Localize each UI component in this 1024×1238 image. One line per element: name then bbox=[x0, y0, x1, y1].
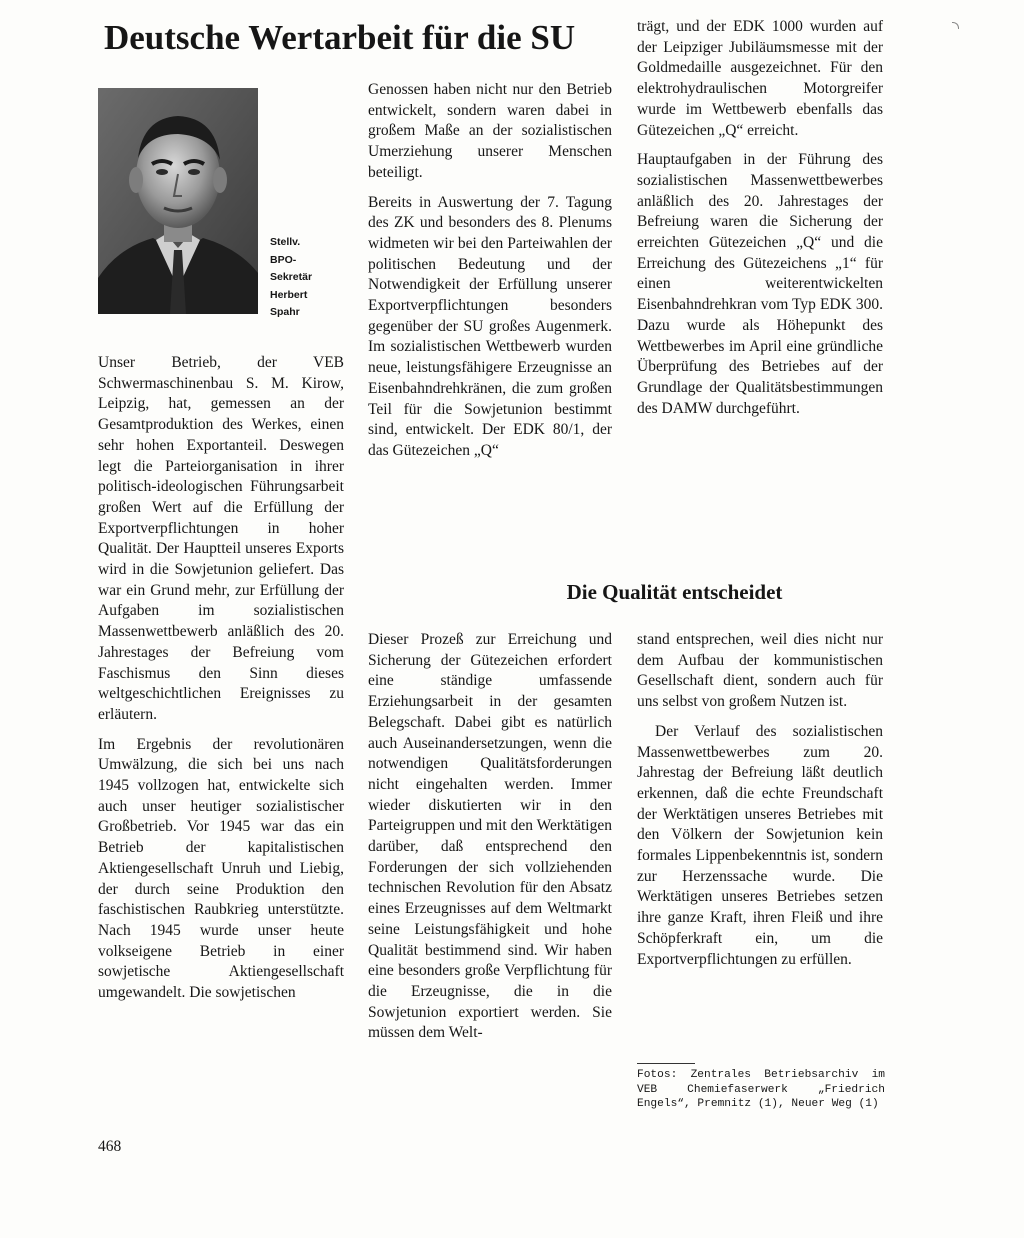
column-3-bottom bbox=[637, 630, 883, 970]
credit-divider bbox=[637, 1063, 695, 1064]
column-3-top bbox=[637, 17, 883, 419]
paragraph: Hauptaufgaben in der Führung des sozialistischen Massenwettbewerbes anläßlich des 20. Jahrestages der Befreiung waren die Sicherung der erreichten Gütezeichen „Q“ und die Erreichung des Gütezeichens „1“ für einen weiterentwickelten Eisenbahndrehkran vom Typ EDK 300. Dazu wurde als Höhepunkt des Wettbewerbes im April eine gründliche Überprüfung des Betriebes auf der Grundlage der Qualitätsbestimmungen des DAMW durchgeführt. bbox=[637, 151, 883, 417]
paragraph: Im Ergebnis der revolutionären Umwälzung, die sich bei uns nach 1945 vollzogen hat, entwickelte sich auch unser heutiger sozialistischer Großbetrieb. Vor 1945 war das ein Betrieb der kapitalistischen Aktiengesellschaft Unruh und Liebig, der durch seine Produktion den faschistischen Raubkrieg unterstützte. Nach 1945 wurde unser heute volkseigene Betrieb in einer sowjetische Aktiengesellschaft umgewandelt. Die sowjetischen bbox=[98, 735, 344, 1002]
section-heading: Die Qualität entscheidet bbox=[566, 580, 783, 604]
column-2-top bbox=[368, 80, 612, 462]
photo-caption bbox=[270, 234, 350, 322]
caption-line: Stellv. bbox=[270, 236, 301, 248]
page-number: 468 bbox=[98, 1138, 122, 1155]
paragraph: Unser Betrieb, der VEB Schwermaschinenbau S. M. Kirow, Leipzig, hat, gemessen an der Gesamtproduktion des Werkes, einen sehr hohen Exportanteil. Deswegen legt die Parteiorganisation in ihrer politisch-ideologischen Führungsarbeit großen Wert auf die Erfüllung der Exportverpflichtungen in hoher Qualität. Der Hauptteil unseres Exports wird in die Sowjetunion geliefert. Das war ein Grund mehr, zur Erfüllung der Aufgaben im sozialistischen Massenwettbewerb anläßlich des 20. Jahrestages der Befreiung vom Faschismus den Sinn dieses weltgeschichtlichen Ereignisses zu erläutern. bbox=[98, 354, 344, 723]
portrait-photo bbox=[98, 88, 258, 314]
paragraph: trägt, und der EDK 1000 wurden auf der Leipziger Jubiläumsmesse mit der Goldmedaille ausgezeichnet. Für den elektrohydraulischen Motorgreifer wurde im Wettbewerb ebenfalls das Gütezeichen „Q“ erreicht. bbox=[637, 18, 883, 139]
caption-line: Herbert bbox=[270, 288, 308, 301]
photo-credit: Fotos: Zentrales Betriebsarchiv im VEB Chemiefaserwerk „Friedrich Engels“, Premnitz (1), Neuer Weg (1) bbox=[637, 1069, 885, 1110]
caption-line: BPO- bbox=[270, 253, 297, 266]
paragraph: Dieser Prozeß zur Erreichung und Sicherung der Gütezeichen erfordert eine ständige umfassende Erziehungsarbeit in der gesamten Belegschaft. Dabei gibt es natürlich auch Auseinandersetzungen, wenn die notwendigen Qualitätsforderungen nicht eingehalten werden. Immer wieder diskutierten wir in den Parteigruppen und mit den Werktätigen darüber, daß entsprechend den Forderungen der sich vollziehenden technischen Revolution für den Absatz eines Erzeugnisses auf dem Weltmarkt seine Leistungsfähigkeit und hohe Qualität bestimmend sind. Wir haben eine besonders große Verpflichtung für die Erzeugnisse, die in die Sowjetunion exportiert werden. Sie müssen dem Welt- bbox=[368, 631, 612, 1042]
paragraph: Der Verlauf des sozialistischen Massenwettbewerbes zum 20. Jahrestag der Befreiung läßt deutlich erkennen, daß die echte Freundschaft der Werktätigen unseres Betriebes mit den Völkern der Sowjetunion kein formales Lippenbekenntnis ist, sondern zur Herzenssache wurde. Die Werktätigen unseres Betriebes setzen ihre ganze Kraft, ihren Fleiß und ihre Schöpferkraft ein, um die Exportverpflichtungen zu erfüllen. bbox=[637, 722, 883, 968]
paragraph: stand entsprechen, weil dies nicht nur dem Aufbau der kommunistischen Gesellschaft dient, sondern auch für uns selbst von großem Nutzen ist. bbox=[637, 631, 883, 711]
article-title: Deutsche Wertarbeit für die SU bbox=[104, 18, 576, 57]
column-2-bottom bbox=[368, 630, 612, 1044]
caption-line: Sekretär bbox=[270, 271, 313, 283]
corner-mark-icon bbox=[952, 22, 959, 29]
column-1 bbox=[98, 353, 344, 1004]
paragraph: Genossen haben nicht nur den Betrieb entwickelt, sondern waren dabei in großem Maße an der sozialistischen Umerziehung unserer Menschen beteiligt. bbox=[368, 81, 612, 181]
paragraph: Bereits in Auswertung der 7. Tagung des ZK und besonders des 8. Plenums widmeten wir bei den Parteiwahlen der politischen Bedeutung und der Notwendigkeit der Erfüllung unserer Exportverpflichtungen besonders gegenüber der SU großes Augenmerk. Im sozialistischen Wettbewerb wurden neue, leistungsfähigere Erzeugnisse an Eisenbahndrehkränen, die zum großen Teil für die Sowjetunion bestimmt sind, entwickelt. Der EDK 80/1, der das Gütezeichen „Q“ bbox=[368, 193, 612, 459]
caption-line: Spahr bbox=[270, 306, 300, 318]
